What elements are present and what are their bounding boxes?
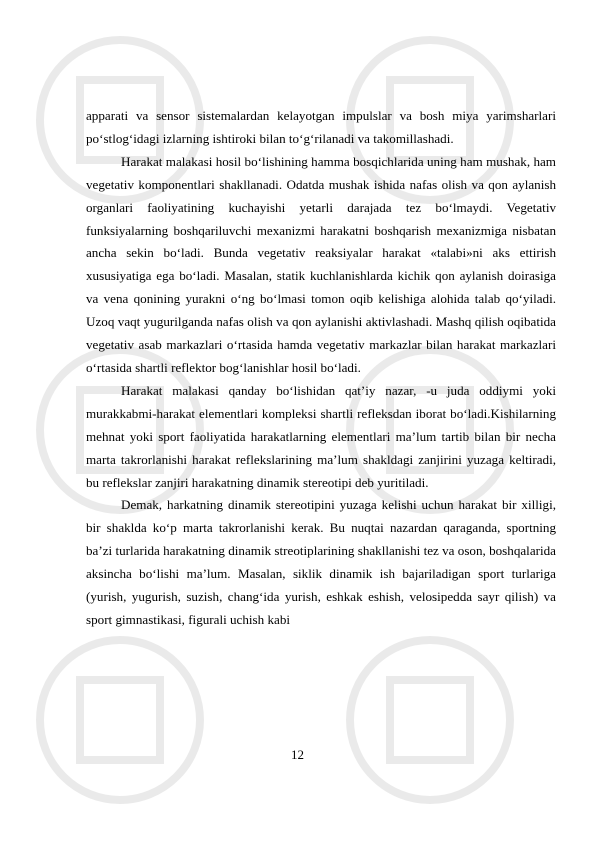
watermark-logo-icon [20, 620, 220, 820]
watermark-logo-icon [330, 620, 530, 820]
paragraph-continuation: apparati va sensor sistemalardan kelayotgan impulslar va bosh miya yarimsharlari po‘stlog‘idagi izlarning ishtiroki bilan to‘g‘rilanadi va takomillashadi. [86, 108, 556, 146]
paragraph-dynamic-stereotype: Harakat malakasi qanday bo‘lishidan qat’iy nazar, -u juda oddiymi yoki murakkabmi-harakat elementlari kompleksi shartli refleksdan iborat bo‘ladi.Kishilarning mehnat yoki sport faoliyatida harakatlarning elementlari ma’lum tartib bilan bir necha marta takrorlanishi harakat reflekslarining ma’lum shakldagi zanjirini yuzaga keltiradi, bu reflekslar zanjiri harakatning dinamik stereotipi deb yuritiladi. [86, 382, 556, 490]
document-body [86, 105, 556, 632]
paragraph-motor-skill-components: Harakat malakasi hosil bo‘lishining hamma bosqichlarida uning ham mushak, ham vegetativ komponentlari shakllanadi. Odatda mushak ishida nafas olish va qon aylanish organlari faoliyatining kuchayishi yetarli darajada tez bo‘lmaydi. Vegetativ funksiyalarning boshqariluvchi mexanizmi harakatni boshqarish mexanizmiga nisbatan ancha sekin bo‘ladi. Bunda vegetativ reaksiyalar harakat «talabi»ni aks ettirish xususiyatiga ega bo‘ladi. Masalan, statik kuchlanishlarda kichik qon aylanish doirasiga va vena qonining yurakni o‘ng bo‘lmasi tomon oqib kelishiga alohida talab qo‘yiladi. Uzoq vaqt yugurilganda nafas olish va qon aylanishi aktivlashadi. Mashq qilish oqibatida vegetativ asab markazlari o‘rtasida hamda vegetativ markazlar bilan harakat markazlari o‘rtasida shartli reflektor bog‘lanishlar hosil bo‘ladi. [86, 153, 556, 375]
page-number: 12 [291, 747, 304, 762]
paragraph-repetition: Demak, harkatning dinamik stereotipini yuzaga kelishi uchun harakat bir xilligi, bir shaklda ko‘p marta takrorlanishi kerak. Bu nuqtai nazardan qaraganda, sportning ba’zi turlarida harakatning dinamik streotiplarining shakllanishi tez va oson, boshqalarida aksincha bo‘lishi ma’lum. Masalan, siklik dinamik ish bajariladigan sport turlariga (yurish, yugurish, suzish, chang‘ida yurish, eshkak eshish, velosipedda sayr qilish) va sport gimnastikasi, figurali uchish kabi [86, 497, 556, 627]
